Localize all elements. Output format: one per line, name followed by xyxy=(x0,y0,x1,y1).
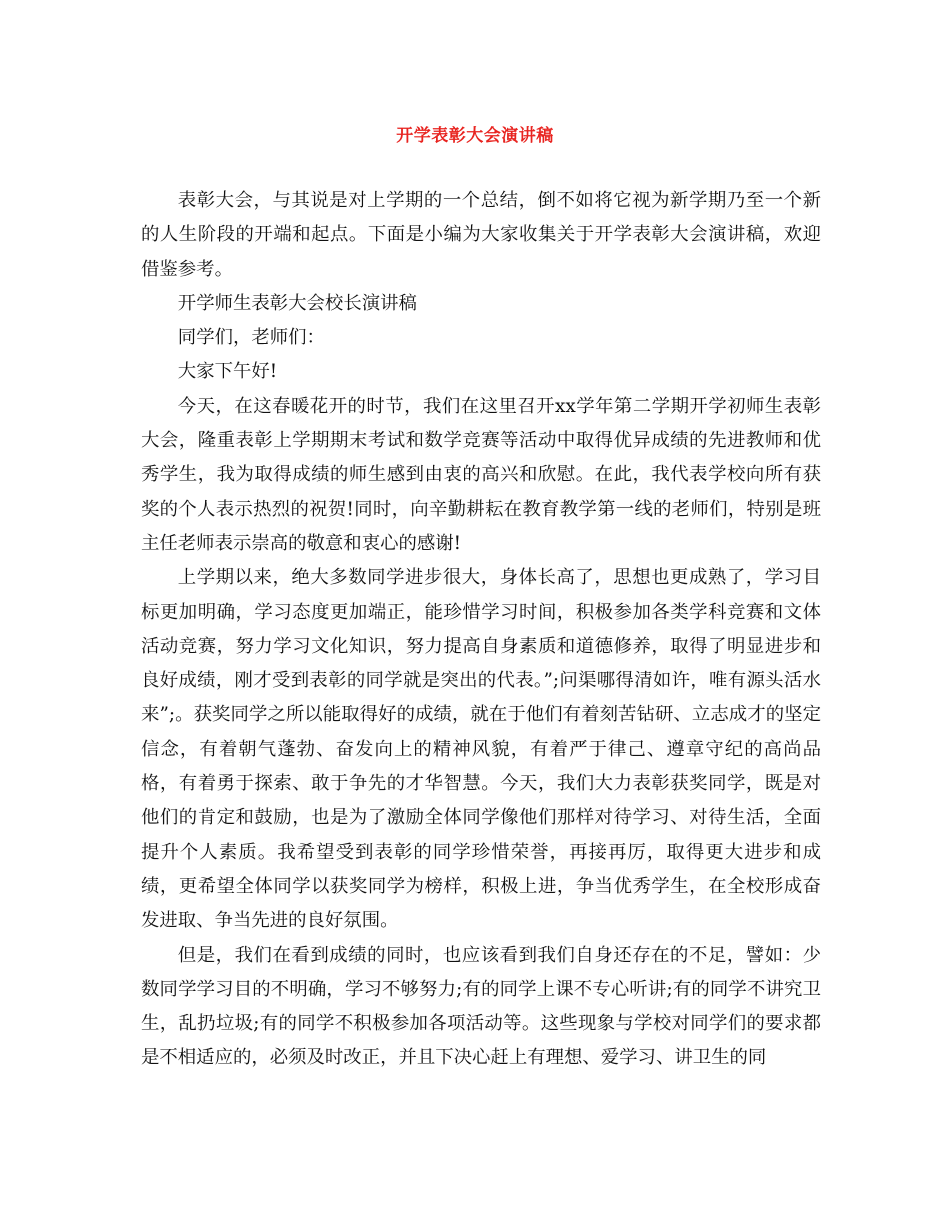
body-paragraph: 上学期以来，绝大多数同学进步很大，身体长高了，思想也更成熟了，学习目标更加明确，学习态度更加端正，能珍惜学习时间，积极参加各类学科竞赛和文体活动竞赛，努力学习文化知识，努力提高自身素质和道德修养，取得了明显进步和良好成绩，刚才受到表彰的同学就是突出的代表。”;问渠哪得清如许，唯有源头活水来”;。获奖同学之所以能取得好的成绩，就在于他们有着刻苦钻研、立志成才的坚定信念，有着朝气蓬勃、奋发向上的精神风貌，有着严于律己、遵章守纪的高尚品格，有着勇于探索、敢于争先的才华智慧。今天，我们大力表彰获奖同学，既是对他们的肯定和鼓励，也是为了激励全体同学像他们那样对待学习、对待生活，全面提升个人素质。我希望受到表彰的同学珍惜荣誉，再接再厉，取得更大进步和成绩，更希望全体同学以获奖同学为榜样，积极上进，争当优秀学生，在全校形成奋发进取、争当先进的良好氛围。 xyxy=(141,567,821,932)
greeting: 大家下午好! xyxy=(177,361,278,383)
document-body xyxy=(141,184,821,1076)
document-title: 开学表彰大会演讲稿 xyxy=(396,126,554,146)
speech-heading: 开学师生表彰大会校长演讲稿 xyxy=(177,292,417,314)
salutation: 同学们，老师们： xyxy=(177,327,325,349)
body-paragraph: 今天，在这春暖花开的时节，我们在这里召开xx学年第二学期开学初师生表彰大会，隆重表彰上学期期末考试和数学竞赛等活动中取得优异成绩的先进教师和优秀学生，我为取得成绩的师生感到由衷的高兴和欣慰。在此，我代表学校向所有获奖的个人表示热烈的祝贺!同时，向辛勤耕耘在教育教学第一线的老师们，特别是班主任老师表示崇高的敬意和衷心的感谢! xyxy=(141,395,821,554)
body-paragraph: 但是，我们在看到成绩的同时，也应该看到我们自身还存在的不足，譬如：少数同学学习目的不明确，学习不够努力;有的同学上课不专心听讲;有的同学不讲究卫生，乱扔垃圾;有的同学不积极参加各项活动等。这些现象与学校对同学们的要求都是不相适应的，必须及时改正，并且下决心赶上有理想、爱学习、讲卫生的同 xyxy=(141,944,821,1069)
intro-paragraph: 表彰大会，与其说是对上学期的一个总结，倒不如将它视为新学期乃至一个新的人生阶段的开端和起点。下面是小编为大家收集关于开学表彰大会演讲稿，欢迎借鉴参考。 xyxy=(141,190,821,280)
